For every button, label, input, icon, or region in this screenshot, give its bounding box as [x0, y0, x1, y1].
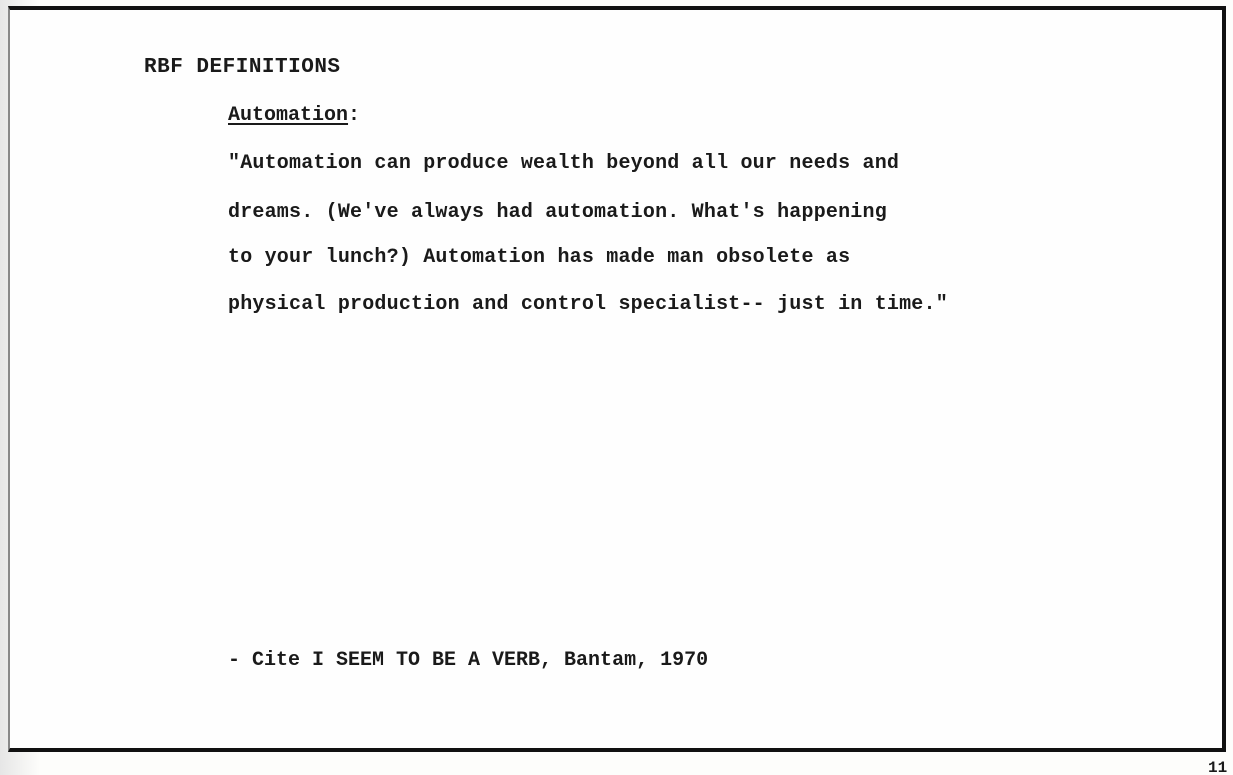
- page-number: 11: [1208, 760, 1228, 775]
- term-colon: :: [348, 104, 361, 127]
- quote-line: physical production and control specialist-- just in time.": [228, 293, 948, 316]
- card-frame: [8, 6, 1226, 752]
- term-label: Automation: [228, 104, 349, 127]
- quote-line: dreams. (We've always had automation. What's happening: [228, 201, 887, 224]
- quote-line: "Automation can produce wealth beyond all our needs and: [228, 152, 900, 175]
- citation: - Cite I SEEM TO BE A VERB, Bantam, 1970: [228, 649, 709, 672]
- term-heading: [228, 102, 360, 130]
- quote-line: to your lunch?) Automation has made man obsolete as: [228, 246, 851, 269]
- page-heading: RBF DEFINITIONS: [144, 56, 341, 79]
